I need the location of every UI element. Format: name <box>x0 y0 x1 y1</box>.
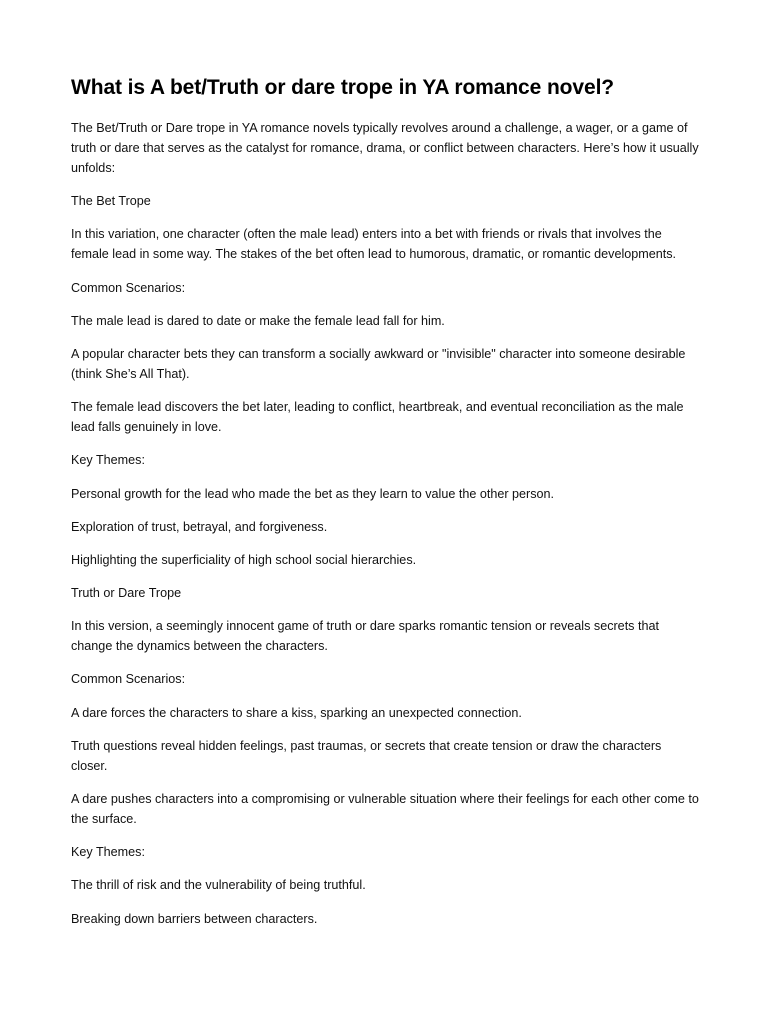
intro-paragraph: The Bet/Truth or Dare trope in YA romance novels typically revolves around a challenge, a wager, or a game of truth or dare that serves as the catalyst for romance, drama, or conflict between characters. Here’s how it usually unfolds: <box>71 121 699 175</box>
bet-theme-item: Exploration of trust, betrayal, and forgiveness. <box>71 519 328 534</box>
bet-scenario-item: The female lead discovers the bet later, leading to conflict, heartbreak, and eventual reconciliation as the male lead falls genuinely in love. <box>71 400 684 435</box>
subheading-key-themes: Key Themes: <box>71 845 145 860</box>
bet-theme-item: Highlighting the superficiality of high school social hierarchies. <box>71 552 417 567</box>
subheading-common-scenarios: Common Scenarios: <box>71 672 186 687</box>
section-heading-bet-trope: The Bet Trope <box>71 194 151 209</box>
document-title: What is A bet/Truth or dare trope in YA romance novel? <box>71 76 615 99</box>
document-page <box>71 74 701 942</box>
bet-theme-item: Personal growth for the lead who made the bet as they learn to value the other person. <box>71 486 555 501</box>
truth-or-dare-description: In this version, a seemingly innocent game of truth or dare sparks romantic tension or reveals secrets that change the dynamics between the characters. <box>71 619 659 654</box>
bet-scenario-item: The male lead is dared to date or make the female lead fall for him. <box>71 313 445 328</box>
bet-scenario-item: A popular character bets they can transform a socially awkward or "invisible" character into someone desirable (think She’s All That). <box>71 346 686 381</box>
truth-or-dare-scenario-item: A dare pushes characters into a compromising or vulnerable situation where their feelings for each other come to the surface. <box>71 792 699 826</box>
subheading-common-scenarios: Common Scenarios: <box>71 280 186 295</box>
subheading-key-themes: Key Themes: <box>71 453 145 468</box>
truth-or-dare-scenario-item: Truth questions reveal hidden feelings, past traumas, or secrets that create tension or draw the characters closer. <box>71 738 662 773</box>
truth-or-dare-theme-item: Breaking down barriers between characters. <box>71 911 318 926</box>
bet-trope-description: In this variation, one character (often the male lead) enters into a bet with friends or rivals that involves the female lead in some way. The stakes of the bet often lead to humorous, dramatic, or romantic developments. <box>71 227 677 262</box>
section-heading-truth-or-dare: Truth or Dare Trope <box>71 586 182 601</box>
truth-or-dare-theme-item: The thrill of risk and the vulnerability of being truthful. <box>71 878 366 893</box>
truth-or-dare-scenario-item: A dare forces the characters to share a kiss, sparking an unexpected connection. <box>71 705 522 720</box>
